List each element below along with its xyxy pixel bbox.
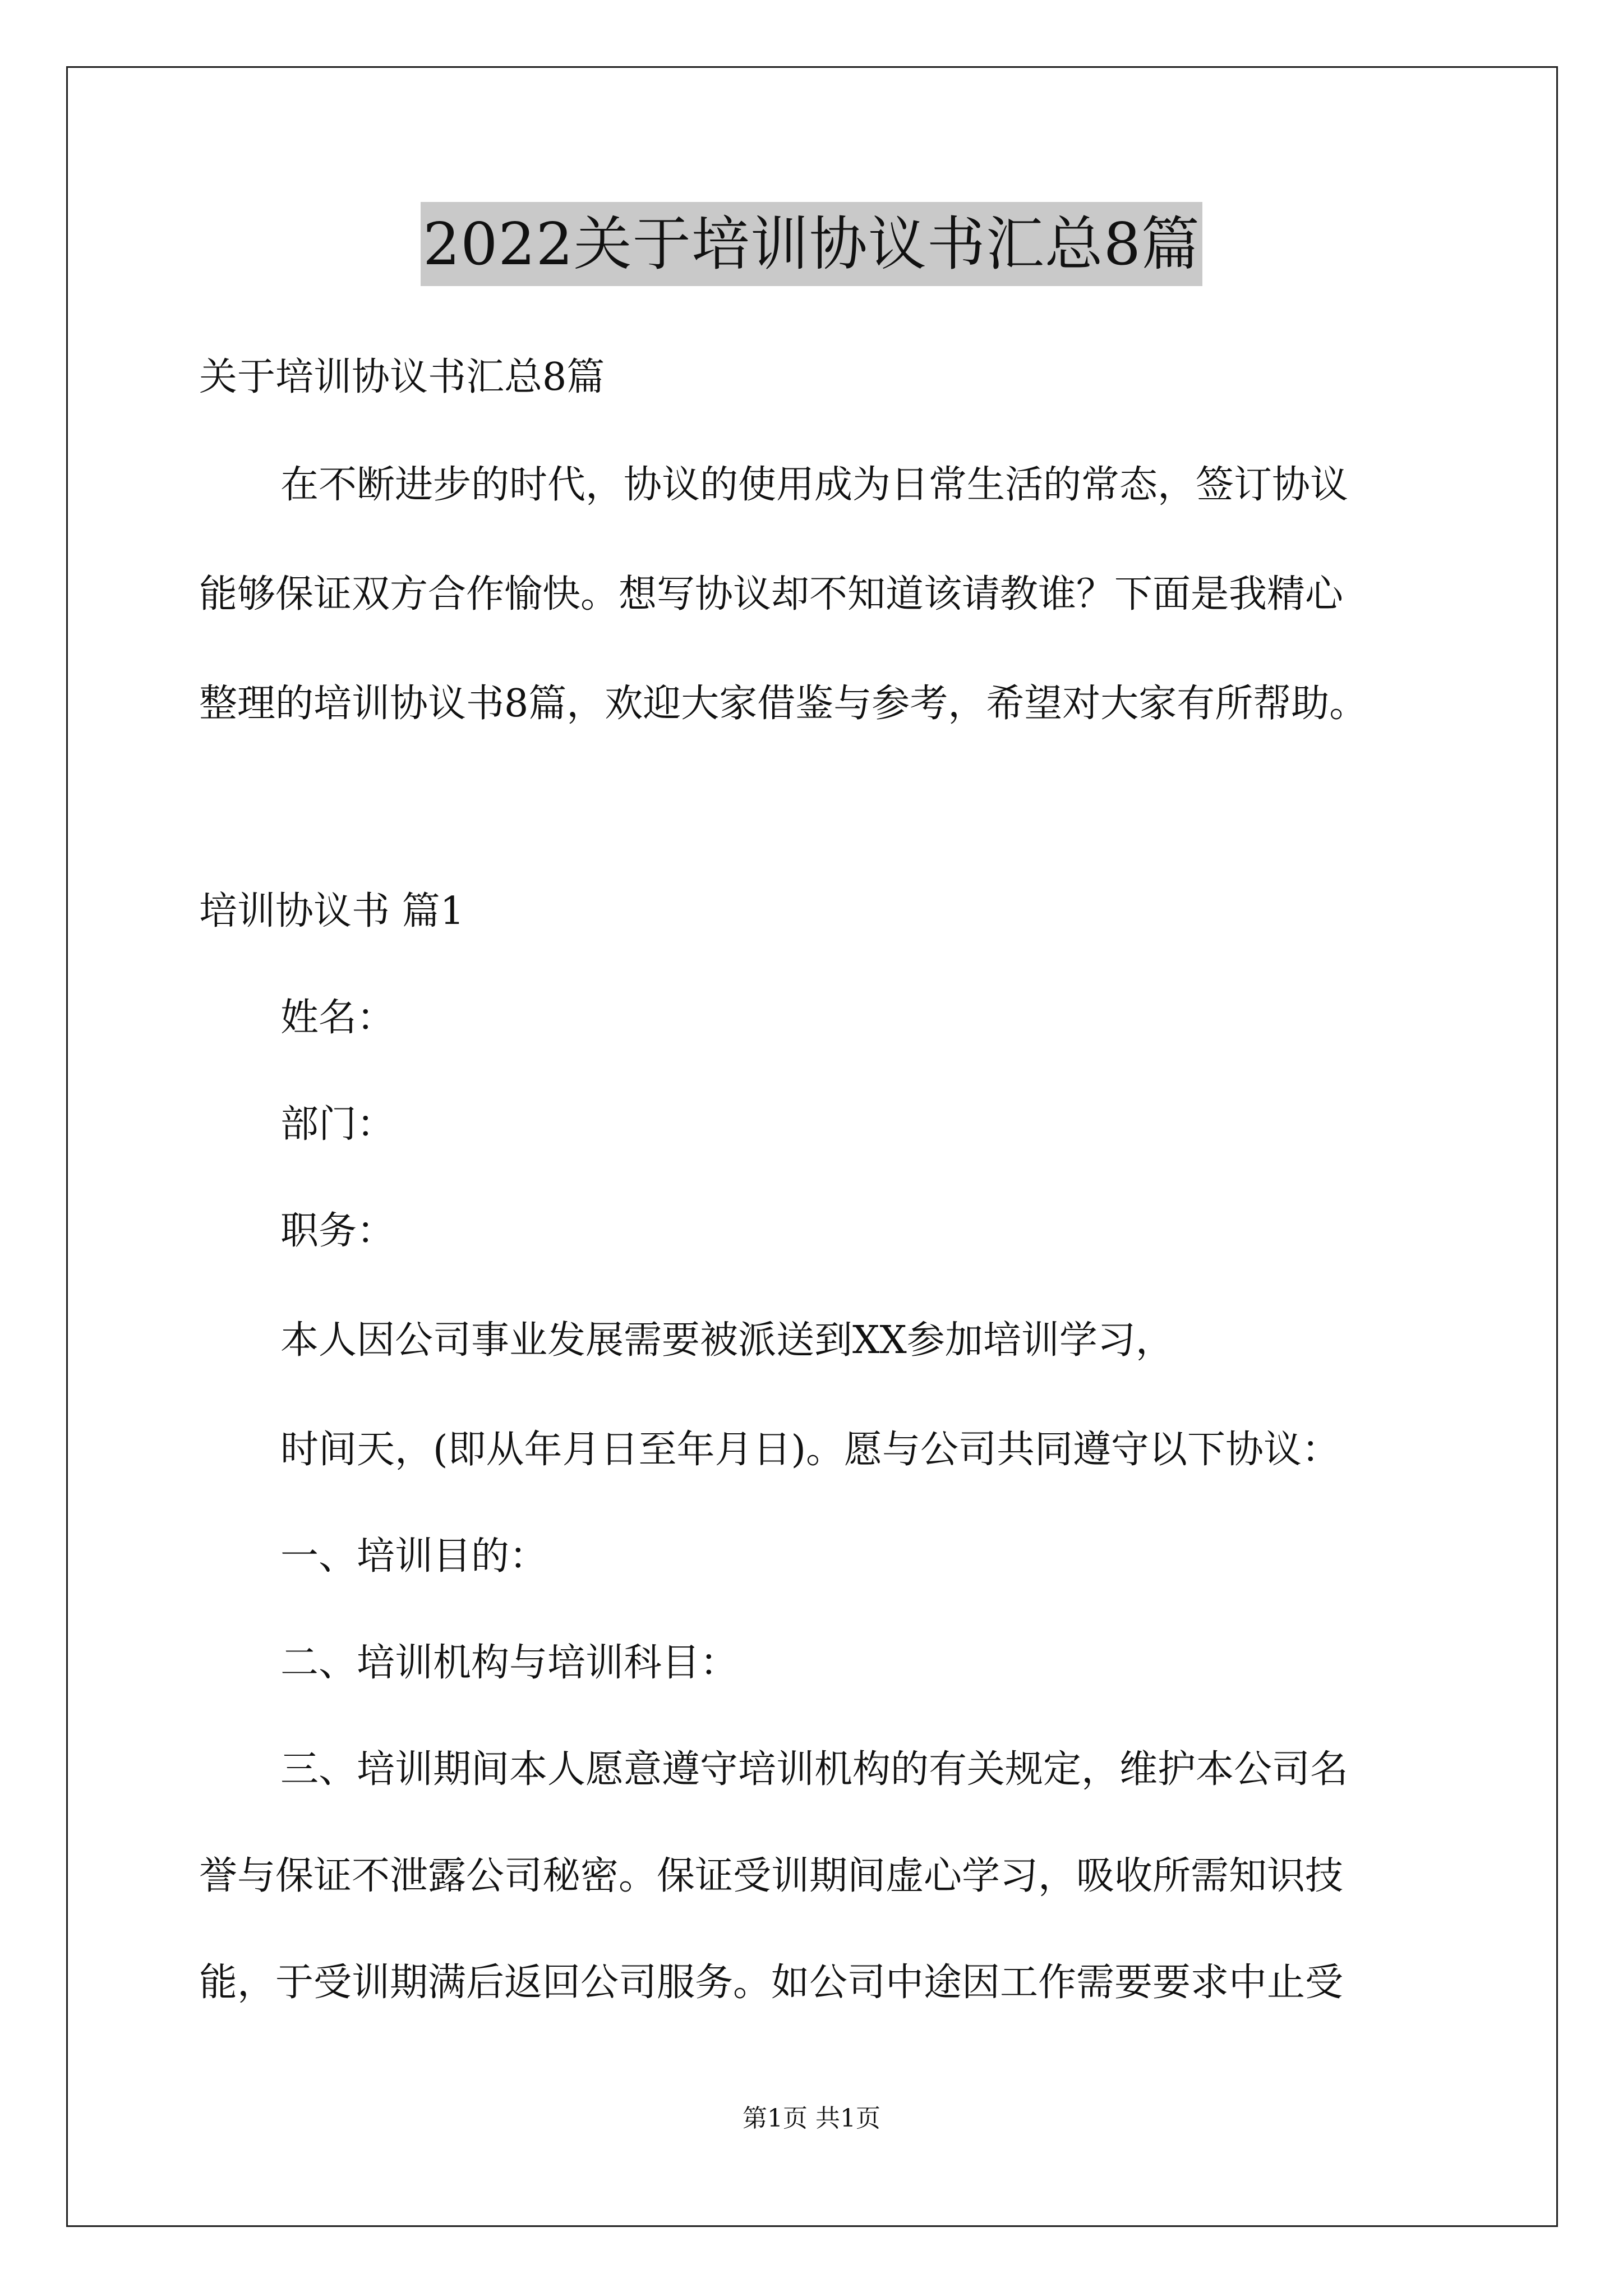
section-heading: 培训协议书 篇1 [199, 889, 464, 933]
intro-line-2: 能够保证双方合作愉快。想写协议却不知道该请教谁？下面是我精心 [199, 572, 1344, 616]
field-position: 职务： [280, 1209, 395, 1253]
body-line-2: 时间天，(即从年月日至年月日)。愿与公司共同遵守以下协议： [280, 1428, 1340, 1472]
intro-line-3: 整理的培训协议书8篇，欢迎大家借鉴与参考，希望对大家有所帮助。 [199, 682, 1368, 726]
body-line-4: 二、培训机构与培训科目： [280, 1641, 739, 1685]
title-container [0, 202, 1623, 286]
body-line-6: 誉与保证不泄露公司秘密。保证受训期间虚心学习，吸收所需知识技 [199, 1854, 1344, 1898]
body-line-7: 能，于受训期满后返回公司服务。如公司中途因工作需要要求中止受 [199, 1961, 1344, 2005]
page-footer: 第1页 共1页 [743, 2104, 880, 2133]
body-line-5: 三、培训期间本人愿意遵守培训机构的有关规定，维护本公司名 [280, 1747, 1349, 1792]
field-department: 部门： [280, 1102, 395, 1147]
field-name: 姓名： [280, 996, 395, 1040]
body-line-3: 一、培训目的： [280, 1534, 548, 1579]
document-title: 2022关于培训协议书汇总8篇 [421, 202, 1202, 286]
body-line-1: 本人因公司事业发展需要被派送到XX参加培训学习， [280, 1318, 1174, 1363]
intro-line-1: 在不断进步的时代，协议的使用成为日常生活的常态，签订协议 [280, 463, 1349, 507]
document-subtitle: 关于培训协议书汇总8篇 [199, 355, 605, 399]
